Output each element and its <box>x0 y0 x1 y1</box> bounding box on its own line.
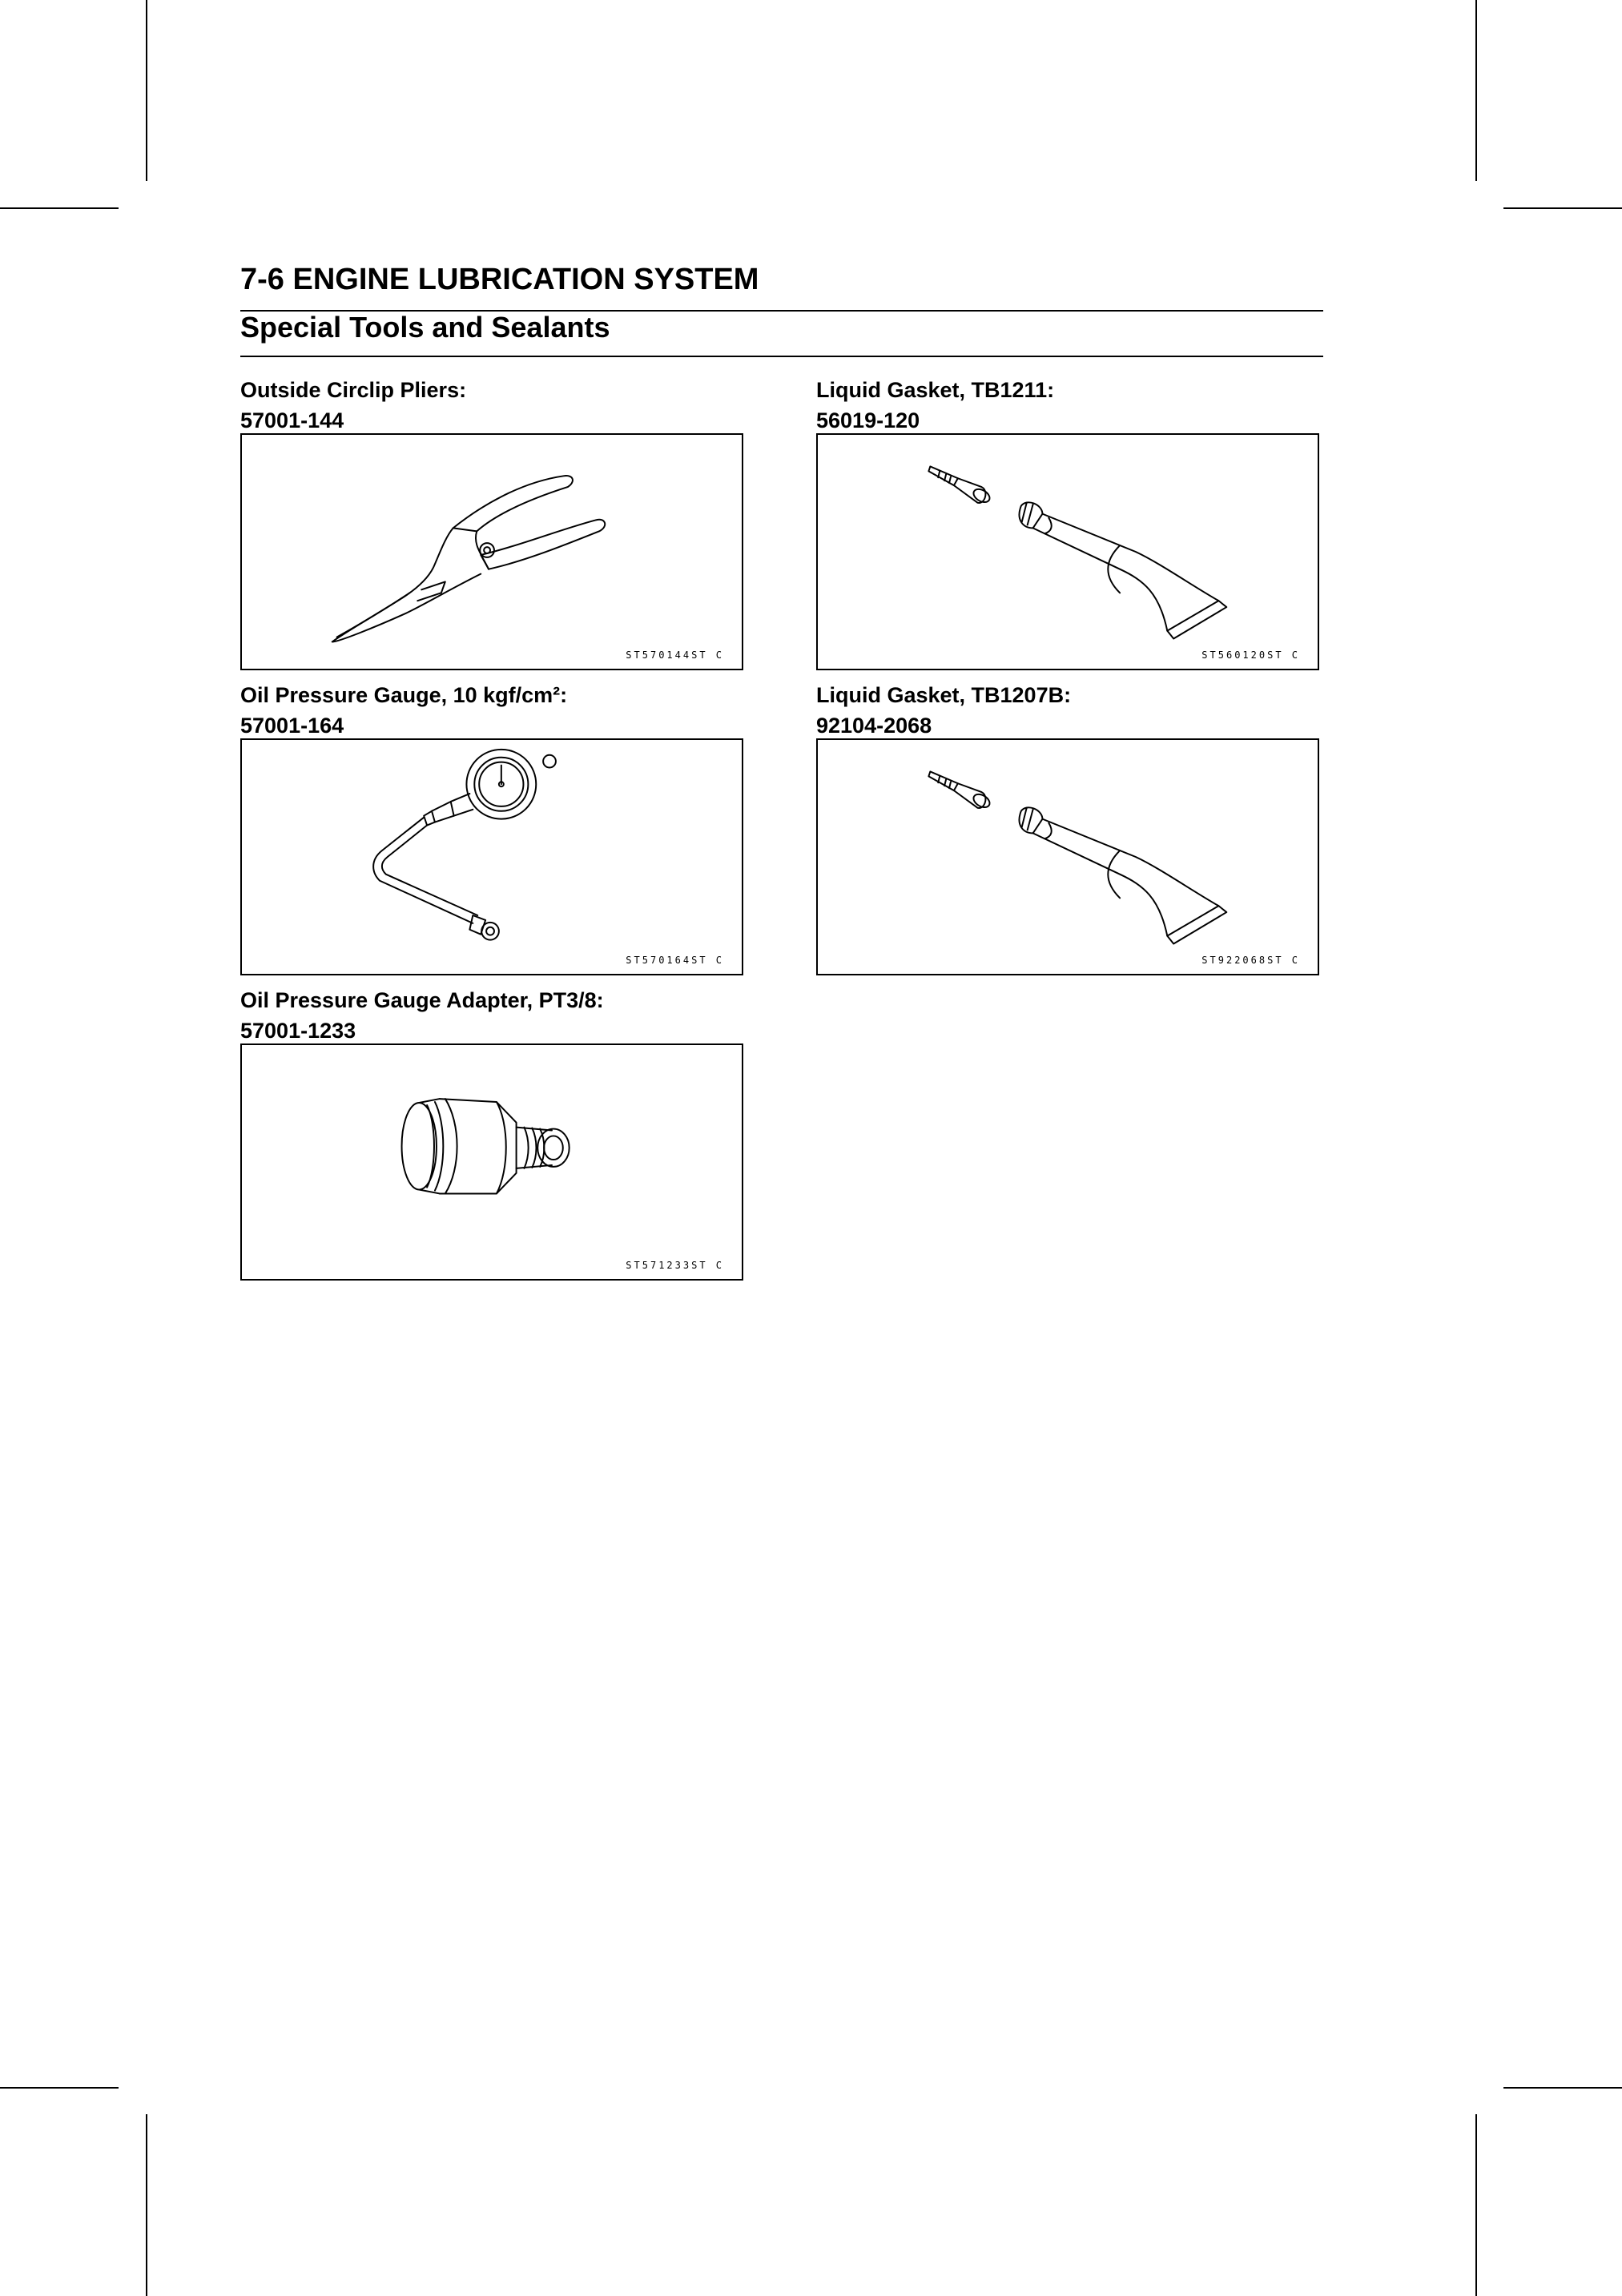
crop-mark <box>0 2087 119 2089</box>
tool-illustration-frame <box>240 738 743 975</box>
tool-name: Liquid Gasket, TB1211: <box>816 378 1055 402</box>
crop-mark <box>146 2114 147 2296</box>
tool-illustration-frame <box>240 1043 743 1281</box>
figure-code: ST560120ST C <box>1201 649 1300 661</box>
tool-name: Outside Circlip Pliers: <box>240 378 467 402</box>
sealant-tube-icon <box>818 740 1318 974</box>
crop-mark <box>1503 2087 1622 2089</box>
figure-code: ST571233ST C <box>626 1260 724 1271</box>
crop-mark <box>1503 207 1622 209</box>
tool-illustration-frame <box>816 738 1319 975</box>
crop-mark <box>146 0 147 181</box>
tool-name: Oil Pressure Gauge, 10 kgf/cm²: <box>240 683 568 707</box>
tool-label <box>816 680 1071 741</box>
section-rule <box>240 356 1323 357</box>
tool-part-number: 57001-164 <box>240 714 344 738</box>
crop-mark <box>0 207 119 209</box>
tool-illustration-frame <box>240 433 743 670</box>
tool-part-number: 57001-1233 <box>240 1019 356 1043</box>
figure-code: ST570164ST C <box>626 955 724 966</box>
crop-mark <box>1475 0 1477 181</box>
gauge-adapter-icon <box>242 1045 742 1279</box>
circlip-pliers-icon <box>242 435 742 669</box>
tool-name: Liquid Gasket, TB1207B: <box>816 683 1072 707</box>
tool-part-number: 92104-2068 <box>816 714 932 738</box>
tool-label <box>240 680 567 741</box>
figure-code: ST922068ST C <box>1201 955 1300 966</box>
tool-part-number: 57001-144 <box>240 408 344 432</box>
oil-pressure-gauge-icon <box>242 740 742 974</box>
section-title: Special Tools and Sealants <box>240 311 610 344</box>
tool-illustration-frame <box>816 433 1319 670</box>
tool-part-number: 56019-120 <box>816 408 920 432</box>
tool-name: Oil Pressure Gauge Adapter, PT3/8: <box>240 988 604 1012</box>
tool-label <box>240 375 466 436</box>
sealant-tube-icon <box>818 435 1318 669</box>
page-title: 7-6 ENGINE LUBRICATION SYSTEM <box>240 263 759 296</box>
figure-code: ST570144ST C <box>626 649 724 661</box>
tool-label <box>816 375 1054 436</box>
tool-label <box>240 985 604 1046</box>
crop-mark <box>1475 2114 1477 2296</box>
